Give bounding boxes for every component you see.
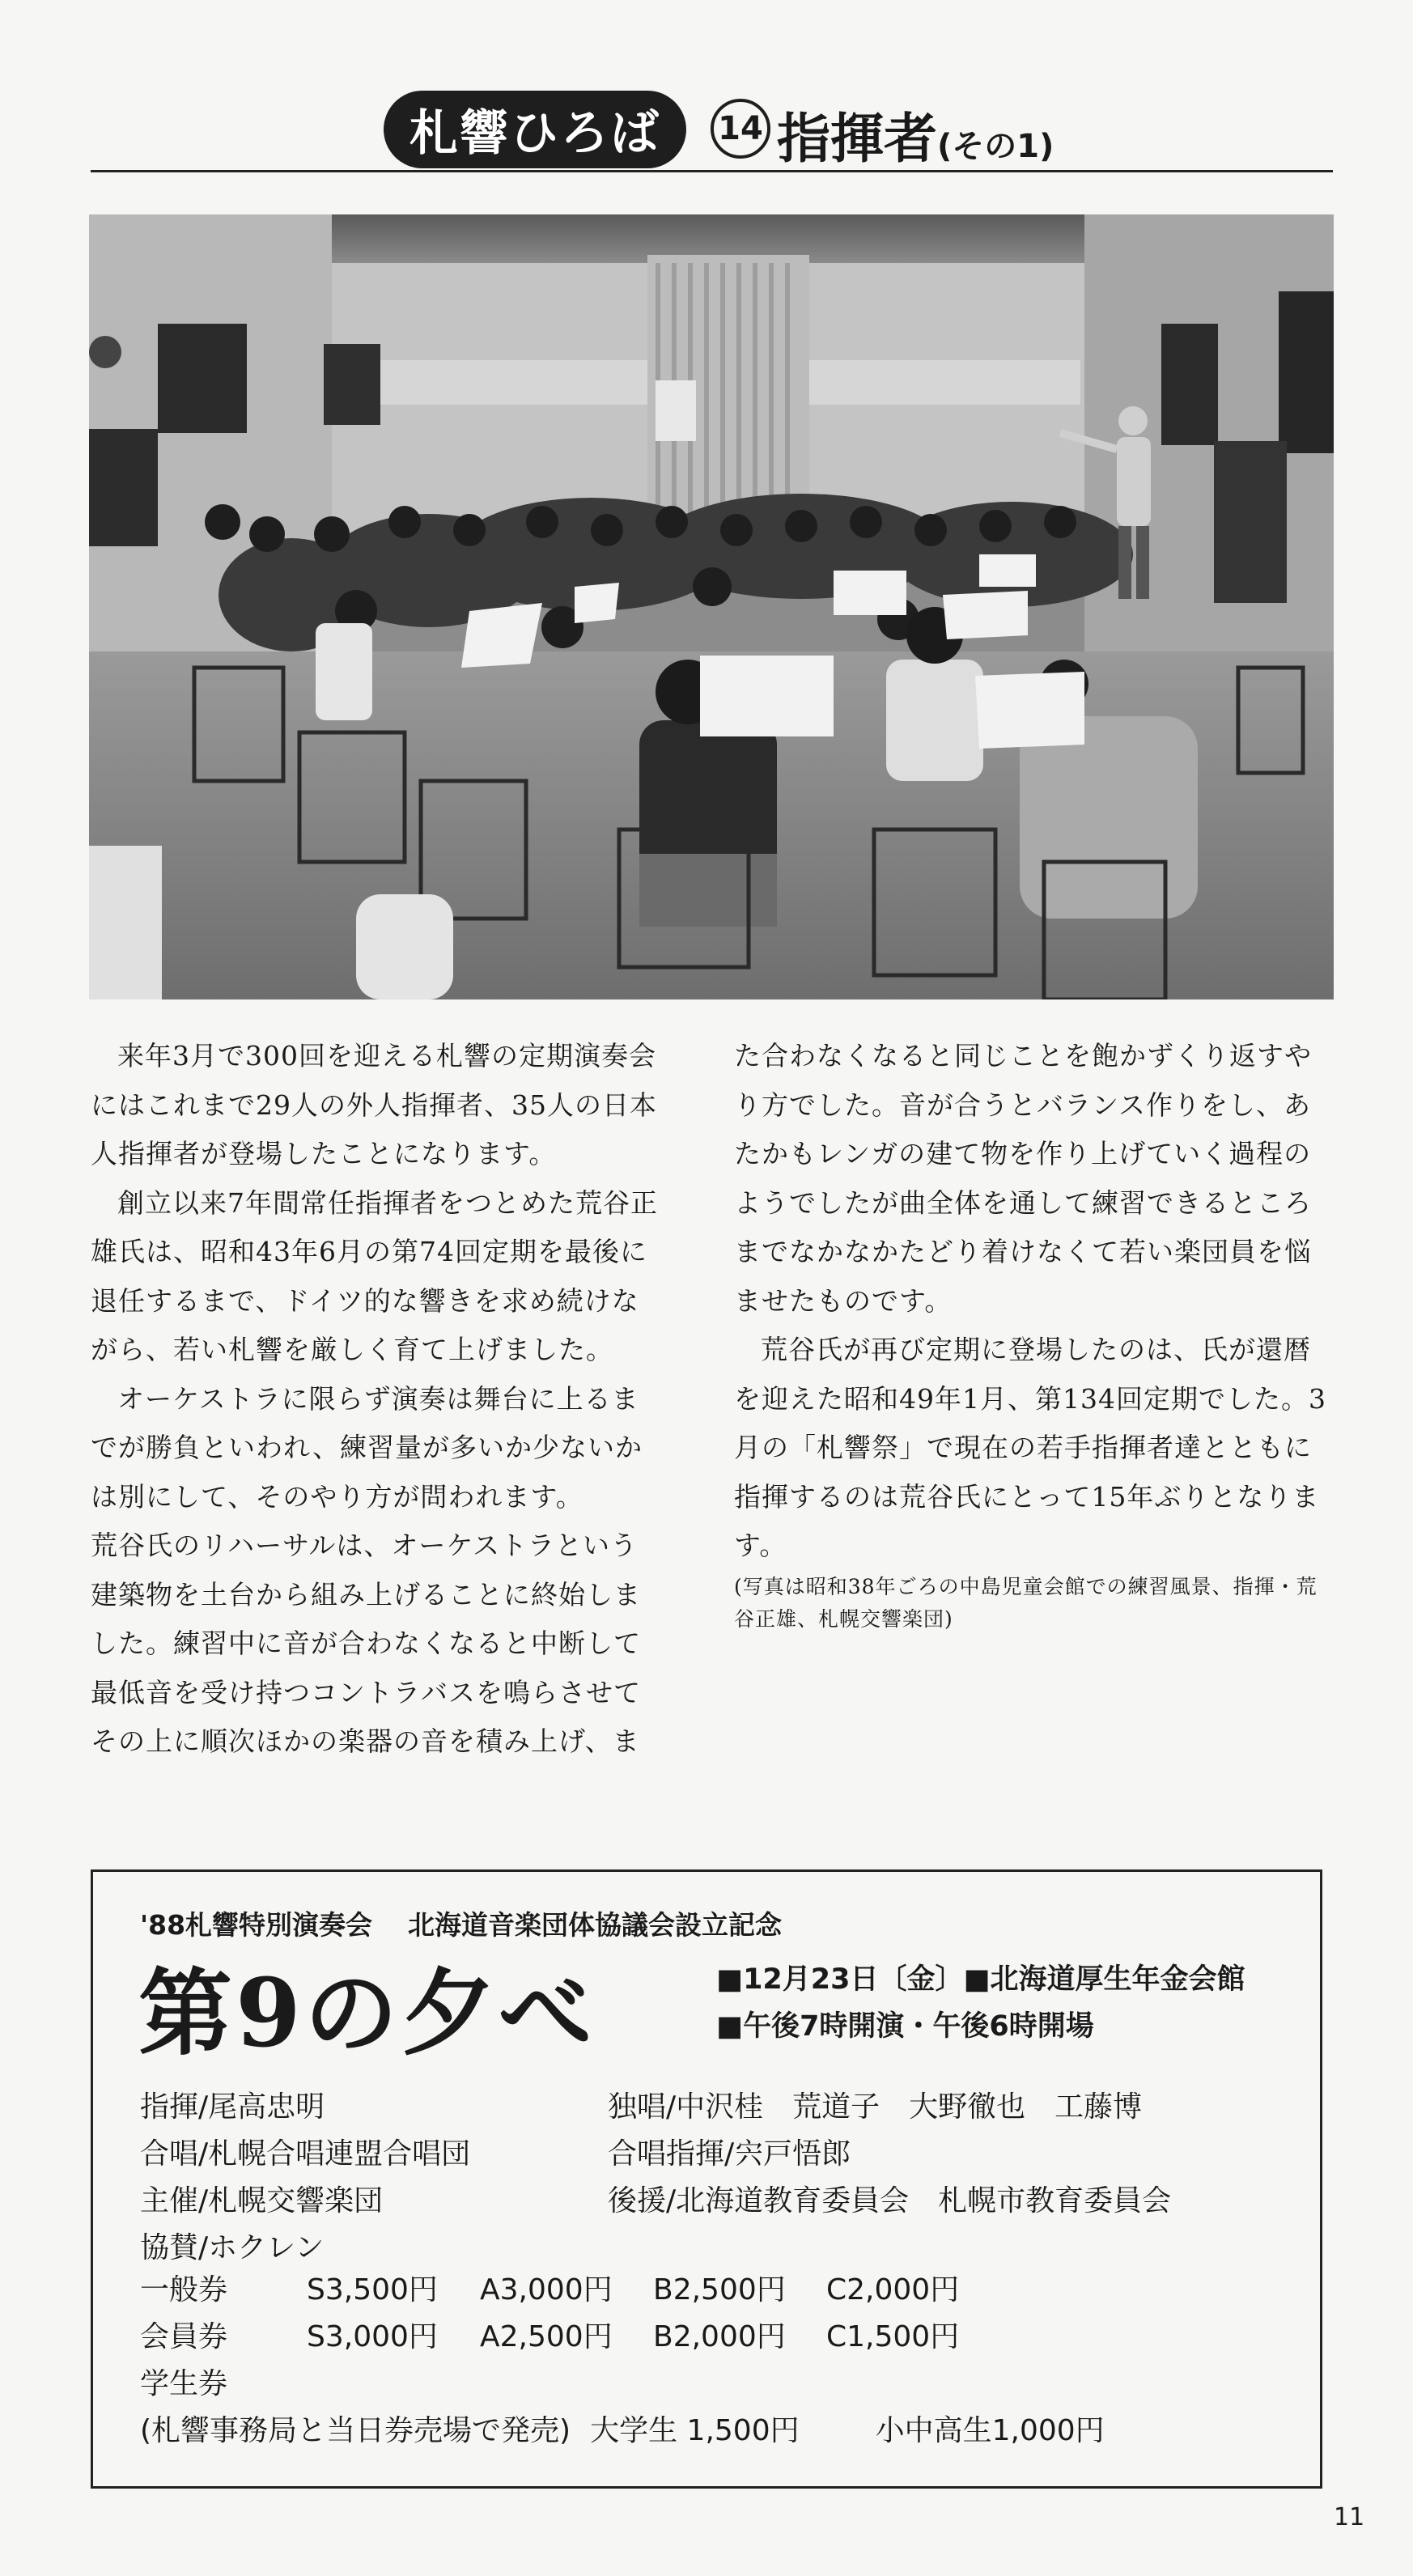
concert-series-label: '88札響特別演奏会 [140,1909,373,1941]
article-column-left [91,1032,665,1767]
credits-right [608,2084,1171,2225]
article-paragraph: 荒谷氏のリハーサルは、オーケストラという建築物を土台から組み上げることに終始しました。練習中に音が合わなくなると中断して最低音を受け持つコントラバスを鳴らさせてその上に順次ほかの楽器の音を積み上げ、ま [91,1530,641,1757]
ticket-price: B2,000円 [653,2320,786,2353]
concert-time: ■午後7時開演・午後6時開場 [716,2010,1094,2043]
student-ticket-row [140,2408,1124,2455]
credit-line: 合唱指揮/宍戸悟郎 [608,2137,851,2171]
concert-schedule [716,1956,1245,2050]
ticket-price: A2,500円 [480,2320,613,2353]
ticket-price: C2,000円 [826,2273,960,2307]
credit-line: 協賛/ホクレン [140,2231,325,2264]
page-number: 11 [1334,2503,1365,2531]
ticket-price: B2,500円 [653,2273,786,2307]
column-number: 14 [711,99,770,159]
student-ticket-school: 小中高生1,000円 [875,2414,1105,2447]
ticket-row [140,2314,1124,2361]
credits-left [140,2084,470,2272]
credit-line: 後援/北海道教育委員会 札幌市教育委員会 [608,2184,1172,2217]
student-ticket-label: 学生券 [140,2367,228,2400]
photo-caption: (写真は昭和38年ごろの中島児童会館での練習風景、指揮・荒谷正雄、札幌交響楽団) [734,1574,1318,1631]
ticket-price: S3,500円 [307,2273,438,2307]
ticket-label: 会員券 [140,2320,228,2353]
ticket-price: C1,500円 [826,2320,960,2353]
credit-line: 主催/札幌交響楽団 [140,2184,384,2217]
credit-line: 合唱/札幌合唱連盟合唱団 [140,2137,471,2171]
article-paragraph: 荒谷氏が再び定期に登場したのは、氏が還暦を迎えた昭和49年1月、第134回定期でした。3月の「札響祭」で現在の若手指揮者達とともに指揮するのは荒谷氏にとって15年ぶりとなります。 [734,1334,1326,1561]
ticket-price: A3,000円 [480,2273,613,2307]
credit-line: 独唱/中沢桂 荒道子 大野徹也 工藤博 [608,2090,1143,2124]
ticket-row [140,2267,1124,2314]
article-paragraph: 来年3月で300回を迎える札響の定期演奏会にはこれまで29人の外人指揮者、35人の日本人指揮者が登場したことになります。 [91,1040,657,1169]
column-series-title: 札響ひろば [384,91,686,168]
article-paragraph: オーケストラに限らず演奏は舞台に上るまでが勝負といわれ、練習量が多いか少ないかは別にして、そのやり方が問われます。 [91,1382,643,1513]
article-title-text: 指揮者 [777,108,937,170]
article-paragraph: た合わなくなると同じことを飽かずくり返すやり方でした。音が合うとバランス作りをし、あたかもレンガの建て物を作り上げていく過程のようでしたが曲全体を通して練習できるところまでなかなかたどり着けなくて若い楽団員を悩ませたものです。 [734,1040,1312,1317]
credit-line: 指揮/尾高忠明 [140,2090,325,2124]
rehearsal-photo [89,214,1334,999]
concert-subtitle: 北海道音楽団体協議会設立記念 [408,1909,783,1941]
article-column-right [734,1032,1333,1636]
ticket-label: 一般券 [140,2273,228,2307]
header-rule [91,170,1333,172]
article-title-part: (その1) [937,128,1054,165]
concert-announcement [91,1869,1322,2489]
concert-subtitle-line [140,1904,817,1942]
ticket-prices [140,2267,1124,2455]
concert-title: 第9の夕べ [138,1959,596,2069]
student-ticket-university: 大学生 1,500円 [590,2414,800,2447]
ticket-price: S3,000円 [307,2320,438,2353]
student-ticket-note: (札響事務局と当日券売場で発売) [140,2414,571,2447]
concert-date-venue: ■12月23日〔金〕■北海道厚生年金会館 [716,1963,1245,1996]
article-paragraph: 創立以来7年間常任指揮者をつとめた荒谷正雄氏は、昭和43年6月の第74回定期を最後に退任するまで、ドイツ的な響きを求め続けながら、若い札響を厳しく育て上げました。 [91,1186,658,1365]
article-title [777,95,1054,172]
